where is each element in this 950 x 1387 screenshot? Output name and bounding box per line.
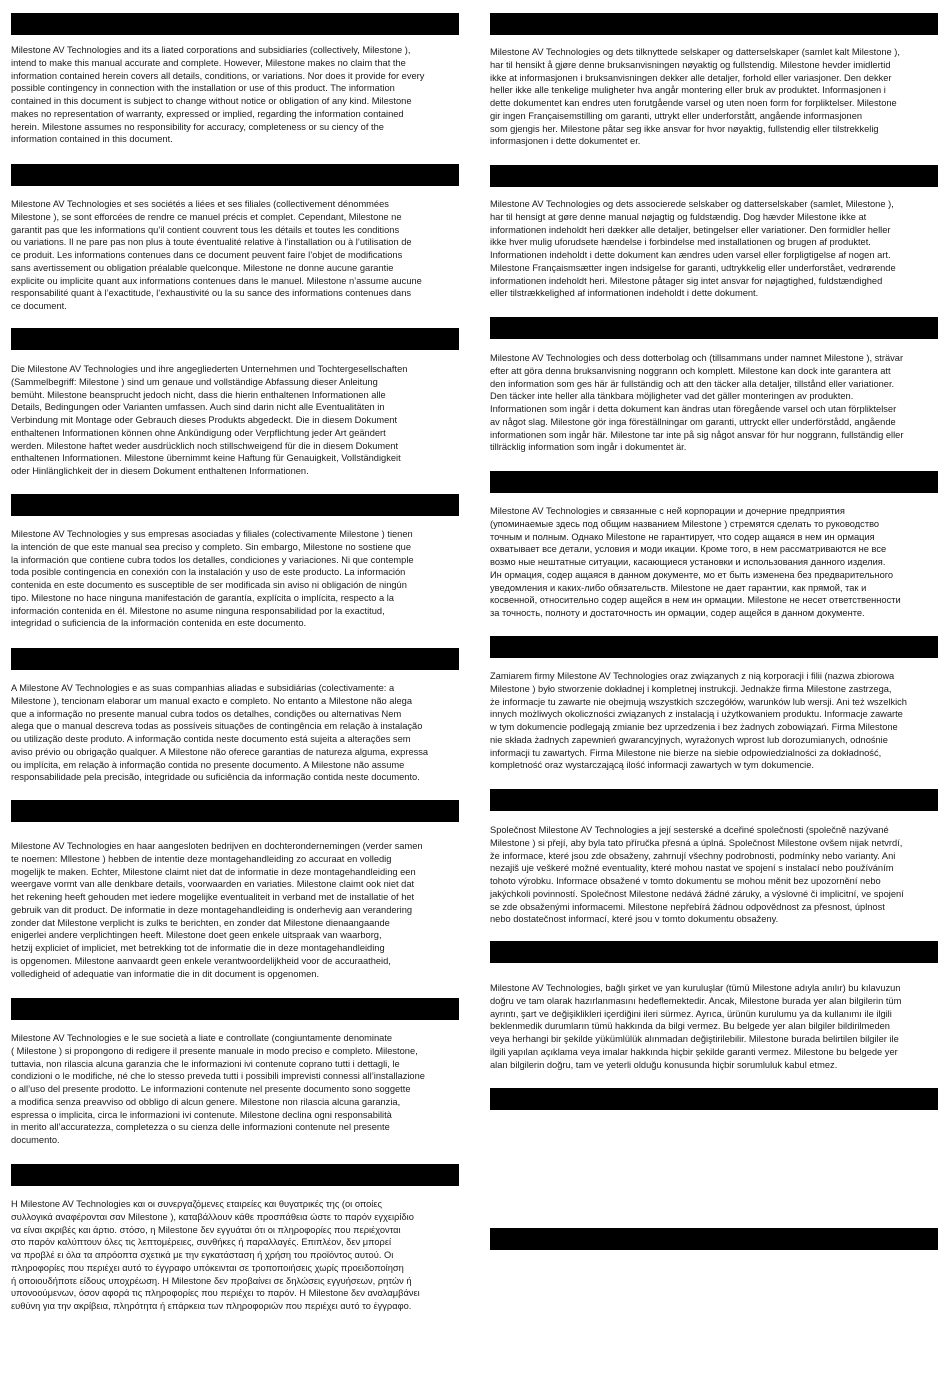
disclaimer-text: Milestone AV Technologies og dets tilknyttede selskaper og datterselskaper (samlet kalt Milestone ), har til hensikt å gjøre denne bruksanvisningen nøyaktig og fullstendig. Milestone hevder imidlertid ikke at informasjonen i bruksanvisningen dekker alle detaljer, forhold eller variasjoner. Den dekker heller ikke alle tenkelige muligheter hva angår montering eller bruk av produktet. Informasjonen i dette dokumentet kan endres uten forutgående varsel og uten noen form for forpliktelser. Milestone gir ingen Françaisemstilling om garanti, uttrykt eller underforstått, angående informasjonen som gjengis her. Milestone påtar seg ikke ansvar for hvor nøyaktig, fullstendig eller tilstrekkelig informasjonen i dette dokumentet er. [490, 47, 900, 147]
disclaimer-text: Milestone AV Technologies og dets associerede selskaber og datterselskaber (samlet, Milestone ), har til hensigt at gøre denne manual nøjagtig og fuldstændig. Dog hævder Milestone ikke at informationen indeholdt heri dækker alle detaljer, betingelser eller variationer. Den formidler heller ikke hver mulig uforudsete hændelse i forbindelse med installationen og brugen af produktet. Informationen indeholdt i dette dokument kan ændres uden varsel eller forpligtigelse af nogen art. Milestone Françaismsætter ingen indsigelse for garanti, udtrykkelig eller underforstået, vedrørende informationen indeholdt heri. Milestone påtager sig intet ansvar for nøjagtighed, fuldstændighed eller tilstrækkelighed af informationen indeholdt i dette dokument. [490, 199, 896, 299]
section-header-bar [490, 941, 938, 963]
section-header-bar [490, 1088, 938, 1110]
disclaimer-text: Η Milestone AV Technologies και οι συνεργαζόμενες εταιρείες και θυγατρικές της (οι οποίες συλλογικά αναφέρονται σαν Milestone ), καταβάλλουν κάθε προσπάθεια ώστε το παρόν εγχειρίδιο να είναι ακριβές και άρτιο. στόσο, η Milestone δεν εγγυάται ότι οι πληροφορίες που περιέχονται στο παρόν καλύπτουν όλες τις λεπτομέρειες, συνθήκες ή παραλλαγές. Επιπλέον, δεν μπορεί να προβλέ ει όλα τα απρόοπτα σχετικά με την εγκατάσταση ή χρήση του προϊόντος αυτού. Οι πληροφορίες που περιέχει αυτό το έγγραφο υπόκεινται σε τροποποιήσεις χωρίς προειδοποίηση ή οποιουδήποτε είδους υποχρέωση. Η Milestone δεν προβαίνει σε δηλώσεις εγγυήσεων, ρητών ή υπονοούμενων, όσον αφορά τις πληροφορίες που περιέχει το παρόν. Η Milestone δεν αναλαμβάνει ευθύνη για την ακρίβεια, πληρότητα ή επάρκεια των πληροφοριών που περιέχει αυτό το έγγραφο. [11, 1199, 420, 1311]
section-header-bar [11, 648, 459, 670]
disclaimer-section-italian [11, 998, 459, 1147]
empty-section [490, 1228, 938, 1250]
disclaimer-section-spanish [11, 494, 459, 630]
section-header-bar [490, 636, 938, 658]
section-header-bar [490, 13, 938, 35]
section-header-bar [490, 471, 938, 493]
disclaimer-text: Milestone AV Technologies och dess dotterbolag och (tillsammans under namnet Milestone ), strävar efter att göra denna bruksanvisning noggrann och komplett. Milestone kan dock inte garantera att den information som ges här är fullständig och att den täcker alla detaljer, tillstånd eller variationer. Den täcker inte heller alla tänkbara möjligheter vad det gäller monteringen av produkten. Informationen som ingår i detta dokument kan ändras utan föregående varsel och utan förpliktelser av något slag. Milestone gör inga föreställningar om garanti, uttryckt eller underförstådd, angående informationen som ingår här. Milestone tar inte på sig något ansvar för hur noggrann, fullständig eller tillräcklig information som ingår i dokumentet är. [490, 353, 904, 453]
disclaimer-text: Milestone AV Technologies et ses sociétés a liées et ses filiales (collectivement dénommées Milestone ), se sont efforcées de rendre ce manuel précis et complet. Cependant, Milestone ne garantit pas que les informations qu’il contient couvrent tous les détails et toutes les conditions ou variations. Il ne pare pas non plus à toute éventualité relative à l’installation ou à l’utilisation de ce produit. Les informations contenues dans ce document peuvent faire l’objet de modifications sans avertissement ou obligation préalable quelconque. Milestone ne donne aucune garantie explicite ou implicite quant aux informations contenues dans le manuel. Milestone n’assume aucune responsabilité quant à l’exactitude, l’exhaustivité ou la su sance des informations contenues dans ce document. [11, 199, 422, 311]
disclaimer-text: Milestone AV Technologies y sus empresas asociadas y filiales (colectivamente Milestone ) tienen la intención de que este manual sea preciso y completo. Sin embargo, Milestone no sostiene que la información que contiene cubra todos los detalles, condiciones y variaciones. Ni que contemple toda posible contingencia en conexión con la instalación y uso de este producto. La información contenida en este documento es susceptible de ser modificada sin aviso ni obligación de ningún tipo. Milestone no hace ninguna manifestación de garantía, explícita o implícita, respecto a la información contenida en él. Milestone no asume ninguna responsabilidad por la exactitud, integridad o suficiencia de la información contenida en este documento. [11, 529, 414, 629]
disclaimer-section-danish [490, 165, 938, 300]
section-header-bar [11, 800, 459, 822]
disclaimer-section-turkish [490, 941, 938, 1071]
disclaimer-text: Milestone AV Technologies and its a liated corporations and subsidiaries (collectively, Milestone ), intend to make this manual accurate and complete. However, Milestone makes no claim that the information contained herein covers all details, conditions, or variations. Nor does it provide for every possible contingency in connection with the installation or use of this product. The information contained in this document is subject to change without notice or obligation of any kind. Milestone makes no representation of warranty, expressed or implied, regarding the information contained herein. Milestone assumes no responsibility for accuracy, completeness or su ciency of the information contained in this document. [11, 45, 425, 145]
disclaimer-section-swedish [490, 317, 938, 454]
disclaimer-text: Milestone AV Technologies и связанные с ней корпорации и дочерние предприятия (упоминаемые здесь под общим названием Milestone ) стремятся сделать то руководство точным и полным. Однако Milestone не гарантирует, что содер ащаяся в нем ин ормация охватывает все детали, условия и моди икации. Кроме того, в нем рассматриваются не все возмо ные нештатные ситуации, касающиеся установки и использования данного изделия. Ин ормация, содер ащаяся в данном документе, мо ет быть изменена без предварительного уведомления и каких-либо обязательств. Milestone не дает гарантии, как прямой, так и косвенной, относительно содер ащейся в нем ин ормации. Milestone не несет ответственности за точность, полноту и достаточность ин ормации, содер ащейся в данном документе. [490, 506, 901, 618]
empty-section [490, 1088, 938, 1110]
disclaimer-text: Společnost Milestone AV Technologies a její sesterské a dceřiné společnosti (společně nazývané Milestone ) si přejí, aby byla tato příručka přesná a úplná. Společnost Milestone ovšem nijak netvrdí, že informace, které jsou zde obsaženy, zahrnují všechny podrobnosti, podmínky nebo varianty. Ani nezajiš uje veškeré možné eventuality, které mohou nastat ve spojení s instalací nebo používáním tohoto výrobku. Informace obsažené v tomto dokumentu se mohou měnit bez upozornění nebo jakýchkoli povinností. Společnost Milestone nedává žádné záruky, a výslovné či implicitní, ve spojení se zde obsaženými informacemi. Milestone nepřebírá žádnou odpovědnost za přesnost, úplnost nebo dostatečnost informací, které jsou v tomto dokumentu obsaženy. [490, 825, 904, 925]
disclaimer-text: Die Milestone AV Technologies und ihre angegliederten Unternehmen und Tochtergesellschaften (Sammelbegriff: Milestone ) sind um genaue und vollständige Abfassung dieser Anleitung bemüht. Milestone beansprucht jedoch nicht, dass die hierin enthaltenen Informationen alle Details, Bedingungen oder Varianten umfassen. Auch sind darin nicht alle Eventualitäten in Verbindung mit Montage oder Gebrauch dieses Produkts abgedeckt. Die in diesem Dokument enthaltenen Informationen können ohne Ankündigung oder Verpflichtung jeder Art geändert werden. Milestone haftet weder ausdrücklich noch stillschweigend für die in diesem Dokument enthaltenen Informationen. Milestone übernimmt keine Haftung für Genauigkeit, Vollständigkeit oder Hinlänglichkeit der in diesem Dokument enthaltenen Informationen. [11, 364, 408, 476]
section-header-bar [490, 1228, 938, 1250]
disclaimer-section-polish [490, 636, 938, 772]
disclaimer-section-portuguese [11, 648, 459, 784]
disclaimer-section-norwegian [490, 13, 938, 148]
disclaimer-text: Milestone AV Technologies en haar aangesloten bedrijven en dochterondernemingen (verder samen te noemen: Mllestone ) hebben de intentie deze montagehandleiding zo accuraat en volledig mogelijk te maken. Echter, Milestone claimt niet dat de informatie in deze montagehandleiding een weergave vormt van alle denkbare details, voorwaarden en variaties. Milestone claimt ook niet dat het rekening heeft gehouden met iedere mogelijke eventualiteit in verband met de installatie of het gebruik van dit product. De informatie in deze montagehandleiding is onderhevig aan verandering zonder dat Milestone verplicht is zulks te berichten, en zonder dat Milestone dienaangaande enigerlei andere verplichtingen heeft. Milestone doet geen enkele uitspraak van waarborg, hetzij expliciet of impliciet, met betrekking tot de informatie die in deze montagehandleiding is opgenomen. Milestone aanvaardt geen enkele verantwoordelijkheid voor de accuraatheid, volledigheid of adequatie van informatie die in dit document is opgenomen. [11, 841, 423, 979]
section-header-bar [11, 13, 459, 35]
disclaimer-section-dutch [11, 800, 459, 980]
disclaimer-section-czech [490, 789, 938, 926]
disclaimer-text: A Milestone AV Technologies e as suas companhias aliadas e subsidiárias (colectivamente: a Milestone ), tencionam elaborar um manual exacto e completo. No entanto a Milestone não alega que a informação no presente manual cubra todos os detalhes, condições ou alternativas Nem alega que o manual descreva todas as possíveis situações de contingência em relação à instalação ou utilização deste produto. A informação contida neste documento está sujeita a alterações sem aviso prévio ou obrigação qualquer. A Milestone não oferece garantias de natureza alguma, expressa ou implícita, em relação à informação contida no presente documento. A Milestone não assume responsabilidade pela precisão, integridade ou suficiência da informação contida neste documento. [11, 683, 429, 783]
disclaimer-section-english [11, 13, 459, 146]
disclaimer-text: Milestone AV Technologies, bağlı şirket ve yan kuruluşlar (tümü Milestone adıyla anılır) bu kılavuzun doğru ve tam olarak hazırlanmasını hedeflemektedir. Ancak, Milestone burada yer alan bilgilerin tüm ayrıntı, şart ve değişiklikleri içerdiğini ileri sürmez. Ayrıca, ürünün kurulumu ya da kullanımı ile ilgili beklenmedik durumların tümü hakkında da bilgi vermez. Bu belgede yer alan bilgiler bildirilmeden veya herhangi bir şekilde yükümlülük alınmadan değiştirilebilir. Milestone burada belirtilen bilgiler ile ilgili yapılan açıklama veya imalar hakkında hiçbir şekilde garanti vermez. Milestone bu belgede yer alan bilgilerin doğru, tam ve yeterli olduğu konusunda hiçbir sorumluluk kabul etmez. [490, 983, 902, 1070]
section-header-bar [11, 1164, 459, 1186]
section-header-bar [11, 164, 459, 186]
section-header-bar [490, 317, 938, 339]
section-header-bar [11, 998, 459, 1020]
disclaimer-section-russian [490, 471, 938, 620]
disclaimer-text: Zamiarem firmy Milestone AV Technologies oraz związanych z nią korporacji i filii (nazwa zbiorowa Milestone ) było stworzenie dokładnej i kompletnej instrukcji. Jednakże firma Milestone zastrzega, że informacje tu zawarte nie obejmują wszystkich szczegółów, warunków lub wersji. Ani też wszelkich innych możliwych okoliczności związanych z instalacją i użytkowaniem produktu. Informacje zawarte w tym dokumencie podlegają zmianie bez uprzedzenia i bez żadnych zobowiązań. Firma Milestone nie składa żadnych zapewnień gwarancyjnych, wyrażonych wprost lub dorozumianych, odnośnie informacji tu zawartych. Firma Milestone nie bierze na siebie odpowiedzialności za dokładność, kompletność oraz wystarczającą ilość informacji zawartych w tym dokumencie. [490, 671, 907, 771]
section-header-bar [490, 165, 938, 187]
section-header-bar [490, 789, 938, 811]
disclaimer-section-greek [11, 1164, 459, 1313]
disclaimer-section-french [11, 164, 459, 313]
disclaimer-text: Milestone AV Technologies e le sue società a liate e controllate (congiuntamente denominate ( Milestone ) si propongono di redigere il presente manuale in modo preciso e completo. Milestone, tuttavia, non rilascia alcuna garanzia che le informazioni ivi contenute coprano tutti i dettagli, le condizioni o le modifiche, né che lo stesso preveda tutti i possibili imprevisti connessi all’installazione o all’uso del presente prodotto. Le informazioni contenute nel presente documento sono soggette a modifica senza preavviso od obbligo di alcun genere. Milestone non rilascia alcuna garanzia, espressa o implicita, circa le informazioni ivi contenute. Milestone declina ogni responsabilità in merito all’accuratezza, completezza o su cienza delle informazioni contenute nel presente documento. [11, 1033, 425, 1145]
disclaimer-section-german [11, 328, 459, 478]
section-header-bar [11, 328, 459, 350]
section-header-bar [11, 494, 459, 516]
